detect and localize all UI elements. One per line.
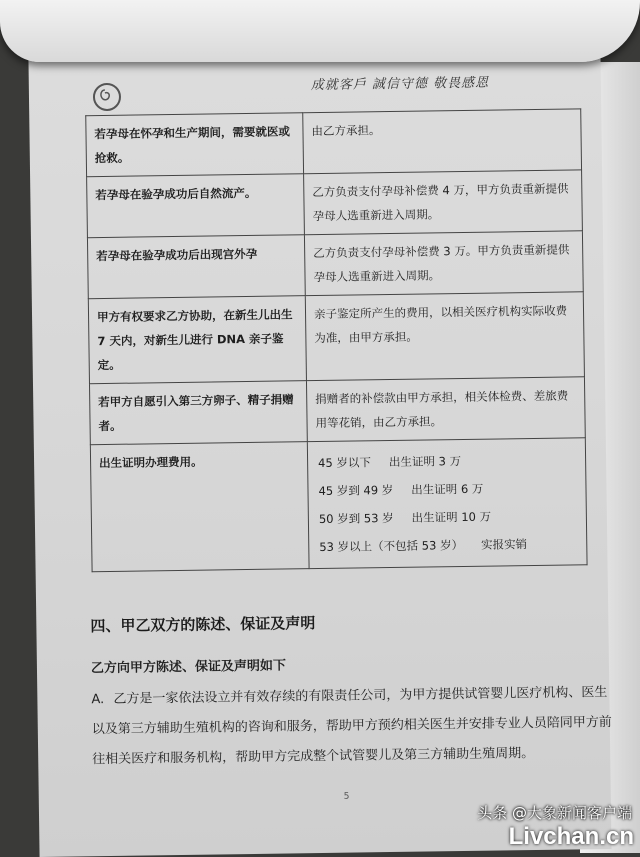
clause-condition: 若孕母在验孕成功后出现宫外孕 (87, 235, 305, 299)
clause-responsibility: 亲子鉴定所产生的费用，以相关医疗机构实际收费为准，由甲方承担。 (305, 292, 584, 381)
fee-line: 50 岁到 53 岁 出生证明 10 万 (318, 509, 492, 527)
clause-responsibility: 由乙方承担。 (303, 109, 582, 174)
paragraph-text: 乙方是一家依法设立并有效存续的有限责任公司，为甲方提供试管婴儿医疗机构、医生以及第三方辅助生殖机构的咨询和服务，帮助甲方预约相关医生并安排专业人员陪同甲方前往相关医疗和服务机构，帮助甲方完成整个试管婴儿及第三方辅助生殖周期。 (91, 685, 612, 768)
source-watermark: 头条 @大象新闻客户端 (477, 804, 632, 822)
table-row (87, 170, 583, 238)
table-row (86, 109, 582, 177)
company-slogan: 成就客戶 誠信守德 敬畏感恩 (310, 75, 490, 94)
clause-condition: 若甲方自愿引入第三方卵子、精子捐赠者。 (89, 381, 307, 445)
clause-condition: 若孕母在怀孕和生产期间，需要就医或抢救。 (86, 113, 304, 177)
clause-condition: 甲方有权要求乙方协助，在新生儿出生 7 天内，对新生儿进行 DNA 亲子鉴定。 (88, 296, 306, 384)
page-number: 5 (343, 791, 350, 802)
clause-condition: 若孕母在验孕成功后自然流产。 (87, 174, 305, 238)
previous-page-edge (0, 0, 640, 62)
paragraph-marker: A. (91, 692, 105, 708)
section-subheading: 乙方向甲方陈述、保证及声明如下 (90, 658, 287, 677)
birth-certificate-fees (307, 438, 587, 569)
table-row-birth-certificate (90, 438, 587, 572)
clause-responsibility: 乙方负责支付孕母补偿费 3 万。甲方负责重新提供孕母人选重新进入周期。 (304, 231, 583, 296)
table-row (88, 292, 584, 384)
clause-condition: 出生证明办理费用。 (90, 442, 309, 572)
clause-responsibility: 乙方负责支付孕母补偿费 4 万，甲方负责重新提供孕母人选重新进入周期。 (304, 170, 583, 235)
terms-table (85, 108, 587, 572)
fee-line: 53 岁以上（不包括 53 岁） 实报实销 (319, 537, 528, 555)
section-heading: 四、甲乙双方的陈述、保证及声明 (90, 614, 316, 636)
table-row (89, 377, 585, 445)
site-watermark: Livchan.cn (508, 823, 634, 850)
fee-line: 45 岁以下 出生证明 3 万 (318, 454, 462, 471)
company-logo-icon (93, 83, 121, 111)
table-row (87, 231, 583, 299)
statement-paragraph (91, 678, 612, 775)
fee-line: 45 岁到 49 岁 出生证明 6 万 (318, 481, 484, 499)
clause-responsibility: 捐赠者的补偿款由甲方承担，相关体检费、差旅费用等花销，由乙方承担。 (306, 377, 585, 442)
contract-page (28, 52, 611, 857)
